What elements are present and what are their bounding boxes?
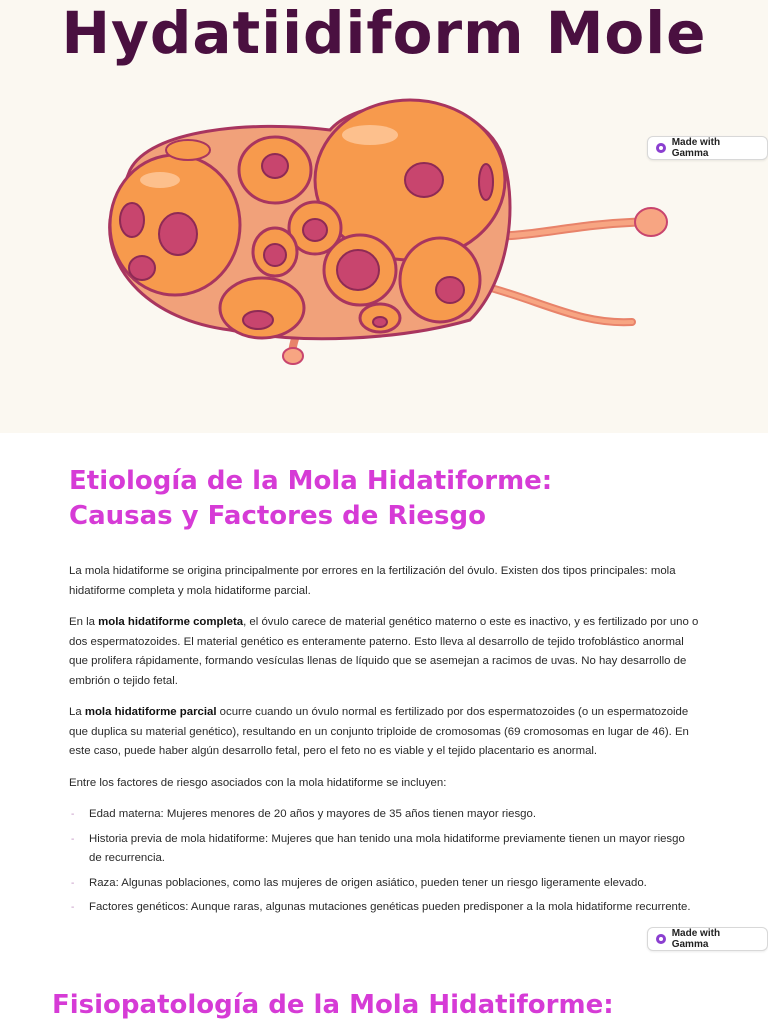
- list-item-text: Factores genéticos: Aunque raras, algunas mutaciones genéticas pueden predisponer a la mola hidatiforme recurrente.: [89, 901, 691, 913]
- list-item-text: Historia previa de mola hidatiforme: Mujeres que han tenido una mola hidatiforme previamente tienen un mayor riesgo de recurrencia.: [89, 832, 685, 864]
- bullet-marker: -: [71, 809, 75, 820]
- bullet-marker: -: [71, 833, 75, 845]
- list-item-text: Raza: Algunas poblaciones, como las mujeres de origen asiático, pueden tener un riesgo ligeramente elevado.: [89, 876, 647, 889]
- intro-paragraph: La mola hidatiforme se origina principalmente por errores en la fertilización del óvulo. Existen dos tipos principales: mola hidatiforme completa y mola hidatiforme parcial.: [69, 565, 676, 597]
- hero-section: [0, 0, 768, 433]
- bullet-marker: -: [71, 902, 75, 913]
- risk-factor-list: [69, 805, 699, 918]
- risk-intro-paragraph: Entre los factores de riesgo asociados con la mola hidatiforme se incluyen:: [69, 776, 447, 789]
- made-with-gamma-badge[interactable]: [647, 927, 768, 951]
- section-title-line2: Causas y Factores de Riesgo: [69, 501, 486, 531]
- list-item: [69, 874, 699, 894]
- gamma-logo-icon: [656, 934, 666, 944]
- section-title: [69, 464, 699, 534]
- list-item: [69, 805, 699, 825]
- bold-term: mola hidatiforme completa: [98, 616, 244, 628]
- list-item: [69, 898, 699, 918]
- text-span: En la: [69, 616, 99, 628]
- text-span: La: [69, 706, 85, 718]
- gamma-logo-icon: [656, 143, 666, 153]
- partial-mole-paragraph: [69, 703, 699, 762]
- next-section-title: Fisiopatología de la Mola Hidatiforme:: [52, 990, 614, 1020]
- list-item: [69, 830, 699, 869]
- bold-term: mola hidatiforme parcial: [84, 706, 217, 718]
- section-title-line1: Etiología de la Mola Hidatiforme:: [69, 466, 553, 496]
- bullet-marker: -: [71, 877, 75, 889]
- complete-mole-paragraph: [69, 613, 699, 691]
- text-span: ocurre cuando un óvulo normal es fertilizado por dos espermatozoides (o un espermatozoide que duplica su material genético), resultando en un conjunto triploide de cromosomas (69 cromosomas en lugar de 46). En este caso, puede haber algún desarrollo fetal, pero el feto no es viable y el tejido placentario es anormal.: [69, 706, 689, 757]
- hero-title: Hydatiidiform Mole: [61, 0, 707, 67]
- badge-label: Made with Gamma: [671, 137, 721, 159]
- badge-label: Made with Gamma: [671, 928, 721, 950]
- made-with-gamma-badge[interactable]: [647, 136, 768, 160]
- etiology-section: [69, 464, 699, 923]
- list-item-text: Edad materna: Mujeres menores de 20 años y mayores de 35 años tienen mayor riesgo.: [89, 808, 537, 820]
- text-span: , el óvulo carece de material genético materno o este es inactivo, y es fertilizado por uno o dos espermatozoides. El material genético es enteramente paterno. Esto lleva al desarrollo de tejido trofoblástico anormal que prolifera rápidamente, formando vesículas llenas de líquido que se asemejan a racimos de uvas. No hay desarrollo de embrión o tejido fetal.: [69, 616, 699, 687]
